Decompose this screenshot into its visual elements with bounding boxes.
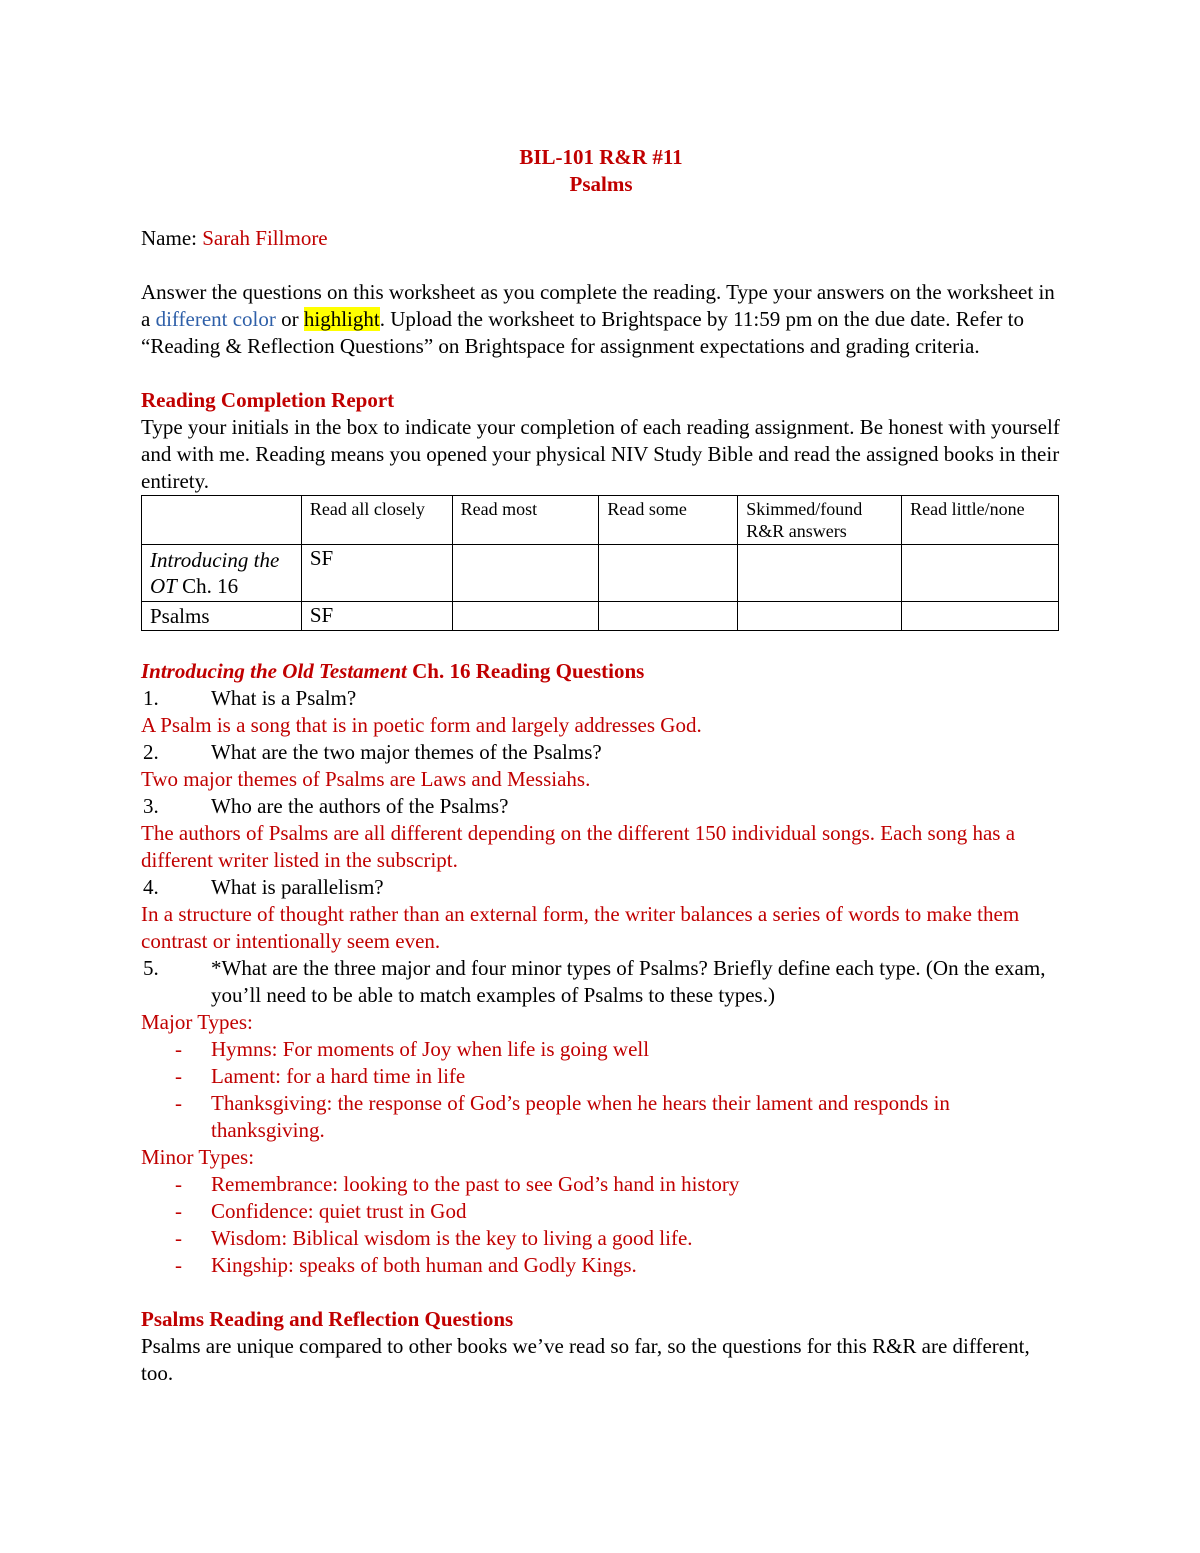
table-cell[interactable]: [452, 602, 599, 631]
list-item-text: Kingship: speaks of both human and Godly Kings.: [211, 1253, 637, 1277]
table-header-cell: Read little/none: [902, 496, 1059, 545]
worksheet-title: BIL-101 R&R #11: [519, 145, 683, 169]
question-1: 1. What is a Psalm?: [143, 686, 357, 710]
instructions-part2: . Upload the worksheet to Brightspace by 11:59 pm on the due date. Refer to “Reading & Reflection Questions” on Brightspace for assignment expectations and grading criteria.: [141, 307, 1024, 358]
question-2: 2. What are the two major themes of the Psalms?: [143, 740, 602, 764]
table-cell[interactable]: [902, 602, 1059, 631]
list-item: - Kingship: speaks of both human and Godly Kings.: [175, 1253, 637, 1277]
list-item-text: Hymns: For moments of Joy when life is going well: [211, 1037, 650, 1061]
answer-1: A Psalm is a song that is in poetic form and largely addresses God.: [141, 713, 702, 737]
reading-completion-table: [141, 495, 1059, 631]
question-text: What is parallelism?: [211, 875, 384, 899]
list-item-text: Lament: for a hard time in life: [211, 1064, 466, 1088]
instructions: [141, 279, 1061, 360]
question-text: What is a Psalm?: [211, 686, 357, 710]
question-5: 5. *What are the three major and four minor types of Psalms? Briefly define each type. (On the exam, you’ll need to be able to match examples of Psalms to these types.): [143, 956, 1046, 1007]
table-cell[interactable]: [599, 545, 738, 602]
table-header-cell: Skimmed/found R&R answers: [738, 496, 902, 545]
reflection-text: Psalms are unique compared to other books we’ve read so far, so the questions for this R&R are different, too.: [141, 1334, 1030, 1385]
major-types-label: Major Types:: [141, 1010, 253, 1034]
name-value: Sarah Fillmore: [202, 226, 328, 250]
row-label-cell: [142, 602, 302, 631]
table-cell[interactable]: SF: [301, 545, 452, 602]
reading-report-heading: Reading Completion Report: [141, 388, 395, 412]
name-label: Name:: [141, 226, 203, 250]
question-text: *What are the three major and four minor types of Psalms? Briefly define each type. (On the exam, you’ll need to be able to match examples of Psalms to these types.): [211, 956, 1046, 1007]
list-item-text: Confidence: quiet trust in God: [211, 1199, 467, 1223]
question-4: 4. What is parallelism?: [143, 875, 384, 899]
list-item: - Confidence: quiet trust in God: [175, 1199, 467, 1223]
reflection-heading: Psalms Reading and Reflection Questions: [141, 1307, 514, 1331]
minor-types-label: Minor Types:: [141, 1145, 255, 1169]
list-item: - Lament: for a hard time in life: [175, 1064, 466, 1088]
table-cell[interactable]: [738, 545, 902, 602]
table-header-cell: Read most: [452, 496, 599, 545]
list-item: - Wisdom: Biblical wisdom is the key to living a good life.: [175, 1226, 693, 1250]
table-cell[interactable]: [738, 602, 902, 631]
table-header-cell: Read some: [599, 496, 738, 545]
table-header-cell: Read all closely: [301, 496, 452, 545]
row-label-italic: Introducing the OT: [150, 548, 280, 598]
highlight-text: highlight: [303, 307, 380, 331]
table-cell[interactable]: [902, 545, 1059, 602]
question-text: What are the two major themes of the Psalms?: [211, 740, 602, 764]
list-item: - Remembrance: looking to the past to see God’s hand in history: [175, 1172, 740, 1196]
answer-4: In a structure of thought rather than an external form, the writer balances a series of words to make them contrast or intentionally seem even.: [141, 902, 1020, 953]
instructions-or: or: [275, 307, 304, 331]
question-3: 3. Who are the authors of the Psalms?: [143, 794, 509, 818]
list-item-text: Thanksgiving: the response of God’s people when he hears their lament and responds in thanksgiving.: [211, 1091, 950, 1142]
instructions-part1: Answer the questions on this worksheet as you complete the reading. Type your answers on the worksheet in a: [141, 280, 1055, 331]
answer-3: The authors of Psalms are all different depending on the different 150 individual songs. Each song has a different writer listed in the subscript.: [141, 821, 1016, 872]
table-cell[interactable]: [599, 602, 738, 631]
list-item-text: Remembrance: looking to the past to see God’s hand in history: [211, 1172, 740, 1196]
name-line: [141, 225, 1061, 252]
different-color-text: different color: [155, 307, 276, 331]
table-cell[interactable]: SF: [301, 602, 452, 631]
table-header-row: [142, 496, 1059, 545]
ch16-heading-rest: Ch. 16 Reading Questions: [406, 659, 645, 683]
list-item: - Thanksgiving: the response of God’s people when he hears their lament and responds in thanksgiving.: [175, 1091, 950, 1142]
table-row: [142, 602, 1059, 631]
answer-2: Two major themes of Psalms are Laws and Messiahs.: [141, 767, 591, 791]
table-row: [142, 545, 1059, 602]
worksheet-page: [141, 140, 1061, 1387]
list-item-text: Wisdom: Biblical wisdom is the key to living a good life.: [211, 1226, 693, 1250]
table-header-cell: [142, 496, 302, 545]
ch16-heading: [141, 658, 1061, 685]
worksheet-subtitle: Psalms: [569, 172, 633, 196]
question-text: Who are the authors of the Psalms?: [211, 794, 509, 818]
table-cell[interactable]: [452, 545, 599, 602]
row-label-rest: Psalms: [150, 604, 210, 628]
row-label-rest: Ch. 16: [176, 574, 239, 598]
row-label-cell: [142, 545, 302, 602]
reading-report-text: Type your initials in the box to indicate your completion of each reading assignment. Be honest with yourself and with me. Reading means you opened your physical NIV Study Bible and read the assigned books in their entirety.: [141, 415, 1060, 493]
ch16-heading-italic: Introducing the Old Testament: [141, 659, 407, 683]
list-item: - Hymns: For moments of Joy when life is going well: [175, 1037, 650, 1061]
